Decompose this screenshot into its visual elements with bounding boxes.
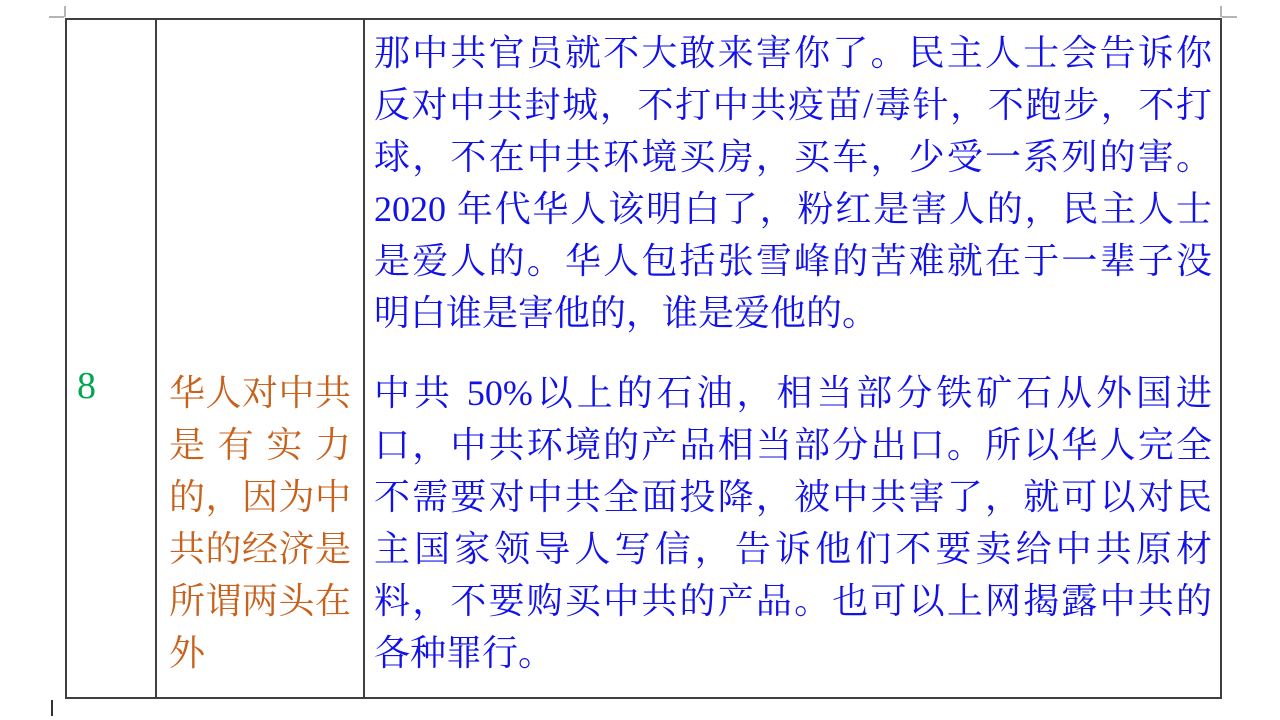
- text-line: 是爱人的。华人包括张雪峰的苦难就在于一辈子没: [374, 241, 1212, 281]
- text-line: 华人对中共: [169, 373, 351, 413]
- text-line: 主国家领导人写信，告诉他们不要卖给中共原材: [374, 529, 1212, 569]
- row-continued-content-cell: [365, 20, 1220, 360]
- text-line: 球，不在中共环境买房，买车，少受一系列的害。: [374, 137, 1212, 177]
- document-table: [65, 18, 1222, 699]
- crop-mark-top-left-horizontal: [49, 16, 64, 18]
- row-continued-topic-cell: [157, 20, 365, 360]
- text-line: 是有实力: [169, 425, 351, 465]
- row-continued-number-cell: [67, 20, 157, 360]
- text-line: 中共 50%以上的石油，相当部分铁矿石从外国进: [374, 373, 1212, 413]
- text-line: 反对中共封城，不打中共疫苗/毒针，不跑步，不打: [374, 85, 1212, 125]
- row-number: 8: [77, 365, 96, 407]
- text-line: 明白谁是害他的，谁是爱他的。: [374, 293, 879, 333]
- text-line: 各种罪行。: [374, 633, 555, 673]
- text-line: 所谓两头在: [169, 581, 351, 621]
- row8-topic-cell: [157, 360, 365, 697]
- crop-mark-top-right-vertical: [1220, 6, 1222, 17]
- text-line: 共的经济是: [169, 529, 351, 569]
- text-line: 不需要对中共全面投降，被中共害了，就可以对民: [374, 477, 1212, 517]
- row8-content-cell: [365, 360, 1220, 697]
- text-line: 那中共官员就不大敢来害你了。民主人士会告诉你: [374, 33, 1212, 73]
- crop-mark-top-left-vertical: [64, 6, 66, 17]
- row8-number-cell: [67, 360, 157, 697]
- text-line: 的，因为中: [169, 477, 351, 517]
- crop-mark-top-right-horizontal: [1222, 16, 1237, 18]
- text-line: 料，不要购买中共的产品。也可以上网揭露中共的: [374, 581, 1212, 621]
- text-line: 口，中共环境的产品相当部分出口。所以华人完全: [374, 425, 1212, 465]
- text-line: 2020 年代华人该明白了，粉红是害人的，民主人士: [374, 189, 1212, 229]
- text-cursor[interactable]: [51, 700, 53, 716]
- text-line: 外: [169, 633, 206, 673]
